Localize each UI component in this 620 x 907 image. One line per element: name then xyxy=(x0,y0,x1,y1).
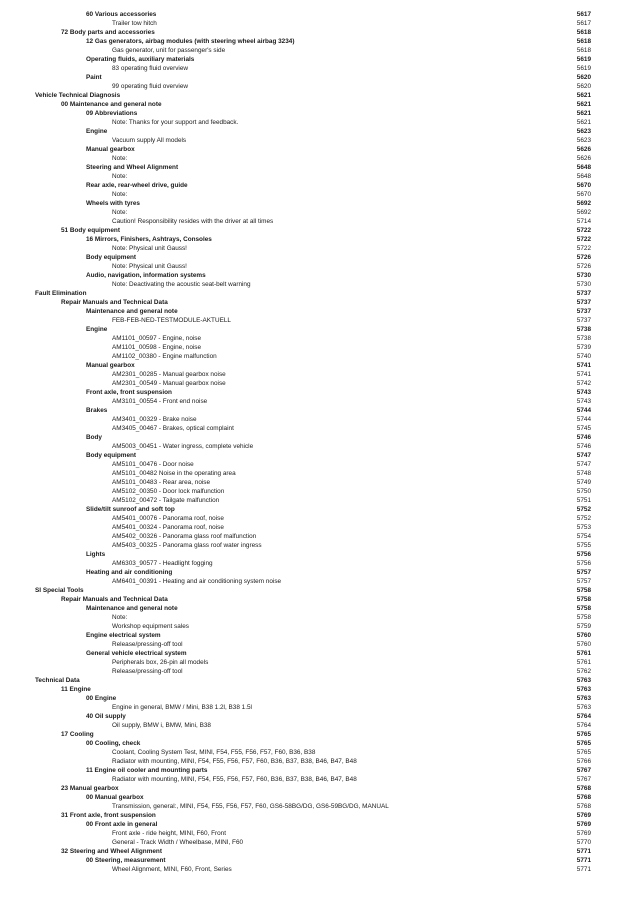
toc-heading[interactable] xyxy=(0,37,620,46)
toc-page-number: 5692 xyxy=(576,209,591,216)
toc-title: 99 operating fluid overview xyxy=(112,83,189,90)
toc-title: AM5403_00325 - Panorama glass roof water ingress xyxy=(112,542,262,549)
toc-page-number: 5760 xyxy=(576,632,591,639)
toc-entry[interactable] xyxy=(0,379,620,388)
toc-title: Vacuum supply All models xyxy=(112,137,187,144)
toc-heading[interactable] xyxy=(0,793,620,802)
toc-heading[interactable] xyxy=(0,568,620,577)
toc-page-number: 5618 xyxy=(576,29,591,36)
toc-title: 00 Engine xyxy=(86,695,117,702)
toc-heading[interactable] xyxy=(0,631,620,640)
toc-title: Release/pressing-off tool xyxy=(112,668,183,675)
toc-page-number: 5737 xyxy=(576,317,591,324)
toc-title: Note: xyxy=(112,209,128,216)
table-of-contents xyxy=(0,10,620,874)
toc-entry[interactable] xyxy=(0,46,620,55)
toc-page-number: 5726 xyxy=(576,263,591,270)
toc-page-number: 5730 xyxy=(576,272,591,279)
toc-title: Slide/tilt sunroof and soft top xyxy=(86,506,175,513)
toc-page-number: 5760 xyxy=(576,641,591,648)
toc-title: Repair Manuals and Technical Data xyxy=(61,299,168,306)
toc-heading[interactable] xyxy=(0,253,620,262)
toc-entry[interactable] xyxy=(0,622,620,631)
toc-title: Radiator with mounting, MINI, F54, F55, F56, F57, F60, B36, B37, B38, B46, B47, B48 xyxy=(112,776,357,783)
toc-page-number: 5764 xyxy=(576,722,591,729)
toc-title: AM6303_90577 - Headlight fogging xyxy=(112,560,213,567)
toc-page-number: 5746 xyxy=(576,434,591,441)
toc-heading[interactable] xyxy=(0,847,620,856)
toc-page-number: 5618 xyxy=(576,47,591,54)
toc-entry[interactable] xyxy=(0,397,620,406)
toc-title: AM1102_00380 - Engine malfunction xyxy=(112,353,217,360)
toc-entry[interactable] xyxy=(0,136,620,145)
toc-title: Note: xyxy=(112,614,128,621)
toc-page-number: 5737 xyxy=(576,308,591,315)
toc-title: Wheels with tyres xyxy=(86,200,140,207)
toc-page-number: 5771 xyxy=(576,866,591,873)
toc-entry[interactable] xyxy=(0,541,620,550)
toc-page-number: 5620 xyxy=(576,74,591,81)
toc-page-number: 5722 xyxy=(576,245,591,252)
toc-page-number: 5757 xyxy=(576,569,591,576)
toc-title: General vehicle electrical system xyxy=(86,650,187,657)
toc-entry[interactable] xyxy=(0,514,620,523)
toc-title: AM3405_00467 - Brakes, optical complaint xyxy=(112,425,234,432)
toc-page-number: 5765 xyxy=(576,740,591,747)
toc-entry[interactable] xyxy=(0,82,620,91)
toc-heading[interactable] xyxy=(0,811,620,820)
toc-page-number: 5620 xyxy=(576,83,591,90)
toc-page-number: 5747 xyxy=(576,452,591,459)
toc-title: 40 Oil supply xyxy=(86,713,126,720)
toc-entry[interactable] xyxy=(0,424,620,433)
toc-entry[interactable] xyxy=(0,829,620,838)
toc-heading[interactable] xyxy=(0,100,620,109)
toc-page-number: 5722 xyxy=(576,227,591,234)
toc-entry[interactable] xyxy=(0,532,620,541)
toc-page-number: 5626 xyxy=(576,155,591,162)
toc-title: General - Track Width / Wheelbase, MINI, F60 xyxy=(112,839,244,846)
toc-heading[interactable] xyxy=(0,298,620,307)
toc-entry[interactable] xyxy=(0,496,620,505)
toc-page-number: 5767 xyxy=(576,767,591,774)
toc-entry[interactable] xyxy=(0,154,620,163)
toc-page-number: 5617 xyxy=(576,20,591,27)
toc-title: Engine electrical system xyxy=(86,632,161,639)
toc-title: Note: xyxy=(112,191,128,198)
toc-title: AM1101_00597 - Engine, noise xyxy=(112,335,202,342)
toc-page-number: 5670 xyxy=(576,191,591,198)
toc-page-number: 5763 xyxy=(576,695,591,702)
toc-heading[interactable] xyxy=(0,766,620,775)
toc-title: AM5402_00326 - Panorama glass roof malfunction xyxy=(112,533,257,540)
toc-heading[interactable] xyxy=(0,433,620,442)
toc-title: Release/pressing-off tool xyxy=(112,641,183,648)
toc-title: 00 Front axle in general xyxy=(86,821,158,828)
toc-page-number: 5749 xyxy=(576,479,591,486)
toc-entry[interactable] xyxy=(0,838,620,847)
toc-title: 23 Manual gearbox xyxy=(61,785,119,792)
toc-heading[interactable] xyxy=(0,145,620,154)
toc-heading[interactable] xyxy=(0,325,620,334)
toc-page-number: 5765 xyxy=(576,749,591,756)
toc-title: 00 Cooling, check xyxy=(86,740,141,747)
toc-page-number: 5755 xyxy=(576,542,591,549)
toc-page-number: 5758 xyxy=(576,614,591,621)
toc-heading[interactable] xyxy=(0,181,620,190)
toc-page-number: 5739 xyxy=(576,344,591,351)
toc-heading[interactable] xyxy=(0,109,620,118)
toc-heading[interactable] xyxy=(0,55,620,64)
toc-page-number: 5737 xyxy=(576,299,591,306)
toc-page-number: 5761 xyxy=(576,650,591,657)
toc-title: Body equipment xyxy=(86,254,137,261)
toc-title: Note: Physical unit Gauss! xyxy=(112,263,187,270)
toc-page-number: 5763 xyxy=(576,677,591,684)
toc-title: 32 Steering and Wheel Alignment xyxy=(61,848,162,855)
toc-page-number: 5618 xyxy=(576,38,591,45)
toc-page-number: 5743 xyxy=(576,389,591,396)
toc-title: 12 Gas generators, airbag modules (with steering wheel airbag 3234) xyxy=(86,38,295,45)
toc-title: Oil supply, BMW i, BMW, Mini, B38 xyxy=(112,722,211,729)
toc-entry[interactable] xyxy=(0,118,620,127)
toc-heading[interactable] xyxy=(0,685,620,694)
toc-title: Workshop equipment sales xyxy=(112,623,189,630)
toc-page-number: 5757 xyxy=(576,578,591,585)
toc-heading[interactable] xyxy=(0,739,620,748)
toc-title: Heating and air conditioning xyxy=(86,569,173,576)
toc-entry[interactable] xyxy=(0,460,620,469)
toc-heading[interactable] xyxy=(0,28,620,37)
toc-entry[interactable] xyxy=(0,748,620,757)
toc-title: Audio, navigation, information systems xyxy=(86,272,206,279)
toc-heading[interactable] xyxy=(0,388,620,397)
toc-page-number: 5741 xyxy=(576,371,591,378)
toc-page-number: 5753 xyxy=(576,524,591,531)
toc-heading[interactable] xyxy=(0,199,620,208)
toc-title: Note: Deactivating the acoustic seat-belt warning xyxy=(112,281,251,288)
toc-title: AM5401_00324 - Panorama roof, noise xyxy=(112,524,224,531)
toc-entry[interactable] xyxy=(0,721,620,730)
toc-heading[interactable] xyxy=(0,730,620,739)
toc-heading[interactable] xyxy=(0,10,620,19)
toc-title: 09 Abbreviations xyxy=(86,110,138,117)
toc-page-number: 5745 xyxy=(576,425,591,432)
toc-page-number: 5743 xyxy=(576,398,591,405)
toc-heading[interactable] xyxy=(0,649,620,658)
toc-page-number: 5621 xyxy=(576,119,591,126)
toc-page-number: 5623 xyxy=(576,137,591,144)
toc-entry[interactable] xyxy=(0,487,620,496)
toc-page-number: 5766 xyxy=(576,758,591,765)
toc-page-number: 5744 xyxy=(576,407,591,414)
toc-title: Rear axle, rear-wheel drive, guide xyxy=(86,182,188,189)
toc-heading[interactable] xyxy=(0,271,620,280)
toc-page-number: 5738 xyxy=(576,326,591,333)
toc-page-number: 5771 xyxy=(576,857,591,864)
toc-heading[interactable] xyxy=(0,289,620,298)
toc-entry[interactable] xyxy=(0,280,620,289)
toc-page-number: 5623 xyxy=(576,128,591,135)
toc-title: 11 Engine oil cooler and mounting parts xyxy=(86,767,208,774)
toc-page-number: 5619 xyxy=(576,65,591,72)
toc-title: Fault Elimination xyxy=(35,290,87,297)
toc-title: Note: xyxy=(112,173,128,180)
toc-entry[interactable] xyxy=(0,658,620,667)
toc-page-number: 5754 xyxy=(576,533,591,540)
toc-page-number: 5730 xyxy=(576,281,591,288)
toc-entry[interactable] xyxy=(0,316,620,325)
toc-title: Manual gearbox xyxy=(86,146,135,153)
toc-page-number: 5737 xyxy=(576,290,591,297)
toc-page-number: 5771 xyxy=(576,848,591,855)
toc-title: 31 Front axle, front suspension xyxy=(61,812,156,819)
toc-title: Steering and Wheel Alignment xyxy=(86,164,179,171)
toc-page-number: 5770 xyxy=(576,839,591,846)
toc-page-number: 5722 xyxy=(576,236,591,243)
toc-heading[interactable] xyxy=(0,784,620,793)
toc-title: Body xyxy=(86,434,102,441)
toc-title: Maintenance and general note xyxy=(86,308,178,315)
toc-title: Engine xyxy=(86,326,108,333)
toc-title: Gas generator, unit for passenger's side xyxy=(112,47,226,54)
toc-title: AM5102_00350 - Door lock malfunction xyxy=(112,488,225,495)
toc-entry[interactable] xyxy=(0,775,620,784)
toc-page-number: 5769 xyxy=(576,821,591,828)
toc-title: Engine in general, BMW / Mini, B38 1.2l, B38 1.5l xyxy=(112,704,252,711)
toc-page-number: 5738 xyxy=(576,335,591,342)
toc-entry[interactable] xyxy=(0,343,620,352)
toc-heading[interactable] xyxy=(0,550,620,559)
toc-entry[interactable] xyxy=(0,703,620,712)
toc-heading[interactable] xyxy=(0,73,620,82)
toc-heading[interactable] xyxy=(0,586,620,595)
toc-title: AM2301_00285 - Manual gearbox noise xyxy=(112,371,226,378)
toc-page-number: 5751 xyxy=(576,497,591,504)
toc-heading[interactable] xyxy=(0,676,620,685)
toc-page-number: 5744 xyxy=(576,416,591,423)
toc-entry[interactable] xyxy=(0,577,620,586)
toc-title: SI Special Tools xyxy=(35,587,84,594)
toc-page-number: 5746 xyxy=(576,443,591,450)
toc-title: Vehicle Technical Diagnosis xyxy=(35,92,121,99)
toc-title: AM3401_00329 - Brake noise xyxy=(112,416,197,423)
toc-page-number: 5756 xyxy=(576,560,591,567)
toc-heading[interactable] xyxy=(0,235,620,244)
toc-entry[interactable] xyxy=(0,370,620,379)
toc-page-number: 5768 xyxy=(576,803,591,810)
toc-page-number: 5740 xyxy=(576,353,591,360)
toc-entry[interactable] xyxy=(0,757,620,766)
toc-title: Note: Thanks for your support and feedback. xyxy=(112,119,239,126)
toc-page-number: 5759 xyxy=(576,623,591,630)
toc-page-number: 5621 xyxy=(576,110,591,117)
toc-page-number: 5752 xyxy=(576,506,591,513)
toc-entry[interactable] xyxy=(0,217,620,226)
toc-page-number: 5692 xyxy=(576,200,591,207)
toc-title: 83 operating fluid overview xyxy=(112,65,189,72)
toc-page-number: 5741 xyxy=(576,362,591,369)
toc-title: 11 Engine xyxy=(61,686,91,693)
toc-title: AM5401_00076 - Panorama roof, noise xyxy=(112,515,224,522)
toc-title: Repair Manuals and Technical Data xyxy=(61,596,168,603)
toc-heading[interactable] xyxy=(0,226,620,235)
toc-page-number: 5768 xyxy=(576,785,591,792)
toc-page-number: 5670 xyxy=(576,182,591,189)
toc-page-number: 5764 xyxy=(576,713,591,720)
toc-entry[interactable] xyxy=(0,352,620,361)
toc-title: AM5102_00472 - Tailgate malfunction xyxy=(112,497,220,504)
toc-entry[interactable] xyxy=(0,244,620,253)
toc-title: Wheel Alignment, MINI, F60, Front, Series xyxy=(112,866,232,873)
toc-title: Trailer tow hitch xyxy=(112,20,157,27)
toc-entry[interactable] xyxy=(0,559,620,568)
toc-page-number: 5726 xyxy=(576,254,591,261)
toc-title: Technical Data xyxy=(35,677,80,684)
toc-page-number: 5763 xyxy=(576,704,591,711)
toc-page-number: 5752 xyxy=(576,515,591,522)
toc-heading[interactable] xyxy=(0,505,620,514)
toc-title: Note: Physical unit Gauss! xyxy=(112,245,187,252)
toc-entry[interactable] xyxy=(0,262,620,271)
toc-title: 00 Manual gearbox xyxy=(86,794,144,801)
toc-title: AM6401_00391 - Heating and air conditioning system noise xyxy=(112,578,282,585)
toc-heading[interactable] xyxy=(0,595,620,604)
toc-entry[interactable] xyxy=(0,865,620,874)
toc-heading[interactable] xyxy=(0,406,620,415)
toc-title: AM5101_00482 Noise in the operating area xyxy=(112,470,236,477)
toc-page-number: 5750 xyxy=(576,488,591,495)
toc-title: Caution! Responsibility resides with the driver at all times xyxy=(112,218,274,225)
toc-heading[interactable] xyxy=(0,91,620,100)
toc-title: 17 Cooling xyxy=(61,731,94,738)
toc-entry[interactable] xyxy=(0,64,620,73)
toc-heading[interactable] xyxy=(0,820,620,829)
toc-heading[interactable] xyxy=(0,163,620,172)
toc-page-number: 5747 xyxy=(576,461,591,468)
toc-page-number: 5714 xyxy=(576,218,591,225)
toc-entry[interactable] xyxy=(0,802,620,811)
toc-title: Body equipment xyxy=(86,452,137,459)
toc-page-number: 5621 xyxy=(576,92,591,99)
toc-title: AM5101_00483 - Rear area, noise xyxy=(112,479,211,486)
toc-entry[interactable] xyxy=(0,523,620,532)
toc-page-number: 5648 xyxy=(576,173,591,180)
toc-entry[interactable] xyxy=(0,334,620,343)
toc-heading[interactable] xyxy=(0,127,620,136)
toc-page-number: 5621 xyxy=(576,101,591,108)
toc-title: Transmission, general:, MINI, F54, F55, F56, F57, F60, GS6-58BG/DG, GS6-59BG/DG, MANUAL xyxy=(112,803,389,810)
toc-entry[interactable] xyxy=(0,442,620,451)
toc-page-number: 5767 xyxy=(576,776,591,783)
toc-heading[interactable] xyxy=(0,307,620,316)
toc-title: 60 Various accessories xyxy=(86,11,157,18)
toc-heading[interactable] xyxy=(0,694,620,703)
toc-title: 51 Body equipment xyxy=(61,227,120,234)
toc-entry[interactable] xyxy=(0,208,620,217)
toc-page-number: 5768 xyxy=(576,794,591,801)
toc-title: 00 Maintenance and general note xyxy=(61,101,162,108)
toc-title: AM5101_00476 - Door noise xyxy=(112,461,194,468)
toc-title: Operating fluids, auxiliary materials xyxy=(86,56,195,63)
toc-entry[interactable] xyxy=(0,469,620,478)
toc-entry[interactable] xyxy=(0,613,620,622)
toc-page-number: 5758 xyxy=(576,587,591,594)
toc-title: Front axle - ride height, MINI, F60, Front xyxy=(112,830,227,837)
toc-title: Brakes xyxy=(86,407,108,414)
toc-title: Paint xyxy=(86,74,102,81)
toc-entry[interactable] xyxy=(0,667,620,676)
toc-page-number: 5769 xyxy=(576,812,591,819)
toc-page-number: 5742 xyxy=(576,380,591,387)
toc-page-number: 5748 xyxy=(576,470,591,477)
toc-title: Coolant, Cooling System Test, MINI, F54, F55, F56, F57, F60, B36, B38 xyxy=(112,749,316,756)
toc-title: AM3101_00554 - Front end noise xyxy=(112,398,208,405)
toc-heading[interactable] xyxy=(0,361,620,370)
toc-title: Lights xyxy=(86,551,106,558)
toc-entry[interactable] xyxy=(0,415,620,424)
toc-page-number: 5763 xyxy=(576,686,591,693)
toc-title: Radiator with mounting, MINI, F54, F55, F56, F57, F60, B36, B37, B38, B46, B47, B48 xyxy=(112,758,357,765)
toc-title: Peripherals box, 26-pin all models xyxy=(112,659,209,666)
toc-title: Engine xyxy=(86,128,108,135)
toc-title: Front axle, front suspension xyxy=(86,389,172,396)
toc-page-number: 5619 xyxy=(576,56,591,63)
toc-title: AM5003_00451 - Water ingress, complete vehicle xyxy=(112,443,254,450)
toc-entry[interactable] xyxy=(0,478,620,487)
toc-entry[interactable] xyxy=(0,172,620,181)
toc-title: Maintenance and general note xyxy=(86,605,178,612)
toc-heading[interactable] xyxy=(0,451,620,460)
toc-entry[interactable] xyxy=(0,190,620,199)
toc-page-number: 5617 xyxy=(576,11,591,18)
toc-page-number: 5765 xyxy=(576,731,591,738)
toc-title: AM1101_00598 - Engine, noise xyxy=(112,344,202,351)
toc-page-number: 5756 xyxy=(576,551,591,558)
toc-title: 72 Body parts and accessories xyxy=(61,29,155,36)
toc-title: AM2301_00549 - Manual gearbox noise xyxy=(112,380,226,387)
toc-title: 00 Steering, measurement xyxy=(86,857,166,864)
toc-entry[interactable] xyxy=(0,19,620,28)
toc-page-number: 5626 xyxy=(576,146,591,153)
toc-page-number: 5761 xyxy=(576,659,591,666)
toc-heading[interactable] xyxy=(0,604,620,613)
toc-heading[interactable] xyxy=(0,856,620,865)
toc-title: Note: xyxy=(112,155,128,162)
toc-page-number: 5758 xyxy=(576,605,591,612)
toc-title: Manual gearbox xyxy=(86,362,135,369)
toc-heading[interactable] xyxy=(0,712,620,721)
toc-page-number: 5762 xyxy=(576,668,591,675)
toc-page-number: 5648 xyxy=(576,164,591,171)
toc-title: FEB-FEB-NED-TESTMODULE-AKTUELL xyxy=(112,317,231,324)
toc-title: 16 Mirrors, Finishers, Ashtrays, Consoles xyxy=(86,236,212,243)
toc-page-number: 5769 xyxy=(576,830,591,837)
toc-entry[interactable] xyxy=(0,640,620,649)
toc-page-number: 5758 xyxy=(576,596,591,603)
